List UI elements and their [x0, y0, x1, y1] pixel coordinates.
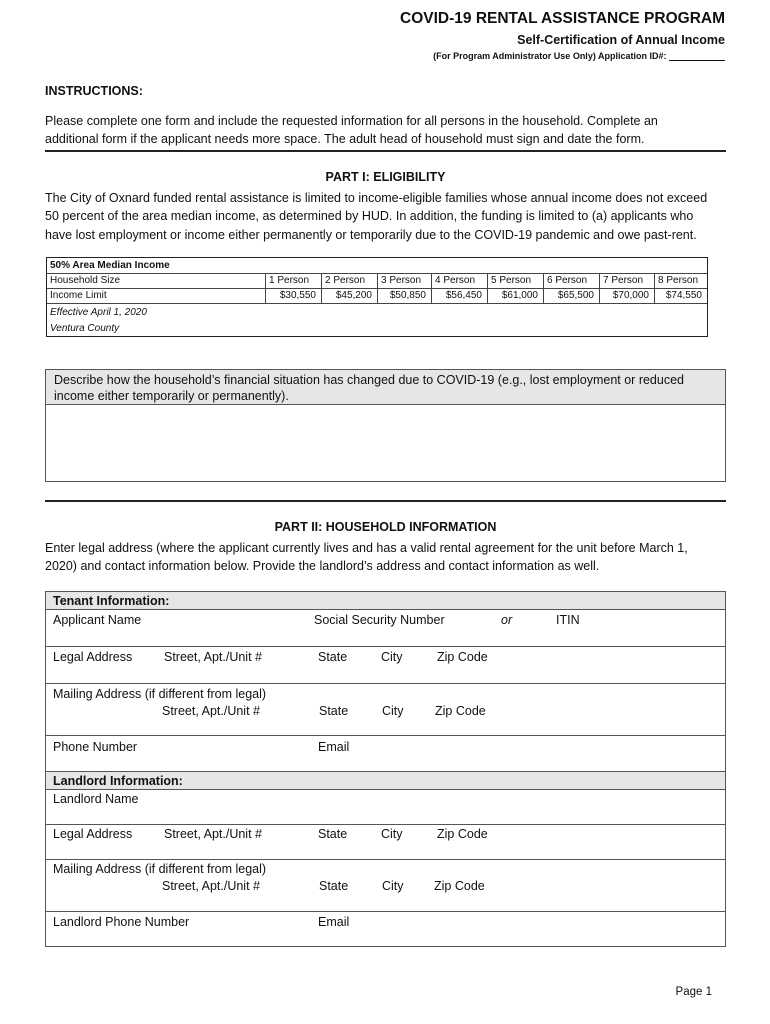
divider [45, 500, 726, 502]
part1-line-3: have lost employment or income either permanently or temporarily due to the COVID-19 pandemic and owe past-rent. [45, 228, 697, 242]
limit-cell: $45,200 [321, 288, 377, 303]
part1-line-2: 50 percent of the area median income, as determined by HUD. In addition, the funding is limited to (a) applicants who [45, 209, 694, 223]
household-info-table [45, 591, 726, 947]
row-separator [46, 911, 725, 912]
size-cell: 7 Person [599, 273, 654, 288]
limit-cell: $61,000 [487, 288, 543, 303]
income-limit-label: Income Limit [50, 290, 107, 301]
tenant-legal-address-label: Legal Address [53, 650, 133, 664]
landlord-name-label: Landlord Name [53, 792, 139, 806]
size-cell: 4 Person [431, 273, 487, 288]
covid-impact-prompt-line-1: Describe how the household’s financial situation has changed due to COVID-19 (e.g., lost employment or reduced [54, 373, 684, 387]
covid-impact-prompt [46, 370, 725, 405]
landlord-street-label: Street, Apt./Unit # [164, 827, 262, 841]
covid-impact-box [45, 369, 726, 482]
part2-heading: PART II: HOUSEHOLD INFORMATION [274, 520, 497, 534]
divider [45, 150, 726, 152]
tenant-email-label: Email [318, 740, 350, 754]
landlord-zip-label: Zip Code [437, 827, 488, 841]
landlord-mailing-zip-label: Zip Code [434, 879, 485, 893]
landlord-mailing-address-label: Mailing Address (if different from legal) [53, 862, 267, 876]
row-separator [46, 683, 725, 684]
ssn-label: Social Security Number [314, 613, 445, 627]
landlord-city-label: City [381, 827, 403, 841]
ami-income-table [46, 257, 708, 337]
size-cell: 2 Person [321, 273, 377, 288]
county-name: Ventura County [50, 323, 120, 334]
instructions-line-2: additional form if the applicant needs more space. The adult head of household must sign and date the form. [45, 132, 645, 146]
part2-line-1: Enter legal address (where the applicant currently lives and has a valid rental agreement for the unit before March 1, [45, 541, 688, 555]
tenant-street-label: Street, Apt./Unit # [164, 650, 262, 664]
ami-table-title: 50% Area Median Income [50, 260, 170, 271]
part1-heading: PART I: ELIGIBILITY [325, 170, 446, 184]
part1-line-1: The City of Oxnard funded rental assistance is limited to income-eligible families whose annual income does not exceed [45, 191, 708, 205]
form-subtitle: Self-Certification of Annual Income [517, 33, 725, 47]
form-title: COVID-19 RENTAL ASSISTANCE PROGRAM [400, 10, 725, 27]
size-cell: 5 Person [487, 273, 543, 288]
landlord-mailing-city-label: City [382, 879, 404, 893]
size-cell: 6 Person [543, 273, 599, 288]
row-separator [46, 735, 725, 736]
household-size-label: Household Size [50, 275, 121, 286]
instructions-heading: INSTRUCTIONS: [45, 84, 143, 98]
landlord-mailing-state-label: State [319, 879, 349, 893]
covid-impact-field[interactable] [46, 405, 725, 481]
size-cell: 3 Person [377, 273, 431, 288]
landlord-legal-address-label: Legal Address [53, 827, 133, 841]
ami-county-row [47, 321, 707, 336]
landlord-phone-label: Landlord Phone Number [53, 915, 190, 929]
landlord-state-label: State [318, 827, 348, 841]
tenant-mailing-state-label: State [319, 704, 349, 718]
page-number: Page 1 [675, 986, 712, 998]
row-separator [46, 859, 725, 860]
landlord-info-heading: Landlord Information: [46, 772, 725, 790]
tenant-mailing-city-label: City [382, 704, 404, 718]
applicant-name-label: Applicant Name [53, 613, 142, 627]
ami-title-row [47, 258, 707, 274]
size-cell: 8 Person [654, 273, 707, 288]
covid-impact-prompt-line-2: income either temporarily or permanently). [54, 389, 289, 403]
itin-label: ITIN [556, 613, 580, 627]
limit-cell: $74,550 [654, 288, 707, 303]
part2-line-2: 2020) and contact information below. Provide the landlord’s address and contact information as well. [45, 559, 600, 573]
row-separator [46, 646, 725, 647]
tenant-city-label: City [381, 650, 403, 664]
landlord-mailing-street-label: Street, Apt./Unit # [162, 879, 260, 893]
limit-cell: $30,550 [265, 288, 321, 303]
limit-cell: $50,850 [377, 288, 431, 303]
or-label: or [501, 613, 513, 627]
tenant-phone-label: Phone Number [53, 740, 138, 754]
admin-application-id [433, 51, 725, 61]
application-id-field[interactable] [669, 51, 725, 61]
limit-cell: $65,500 [543, 288, 599, 303]
ami-size-row [47, 273, 707, 289]
effective-date: Effective April 1, 2020 [50, 307, 147, 318]
tenant-state-label: State [318, 650, 348, 664]
limit-cell: $70,000 [599, 288, 654, 303]
instructions-line-1: Please complete one form and include the requested information for all persons in the household. Complete an [45, 114, 658, 128]
tenant-mailing-zip-label: Zip Code [435, 704, 486, 718]
tenant-info-heading: Tenant Information: [46, 592, 725, 610]
row-separator [46, 824, 725, 825]
size-cell: 1 Person [265, 273, 321, 288]
tenant-mailing-street-label: Street, Apt./Unit # [162, 704, 260, 718]
ami-effective-row [47, 305, 707, 320]
limit-cell: $56,450 [431, 288, 487, 303]
tenant-mailing-address-label: Mailing Address (if different from legal) [53, 687, 267, 701]
landlord-email-label: Email [318, 915, 350, 929]
admin-label: (For Program Administrator Use Only) Application ID#: [433, 51, 667, 61]
ami-limit-row [47, 288, 707, 304]
tenant-zip-label: Zip Code [437, 650, 488, 664]
